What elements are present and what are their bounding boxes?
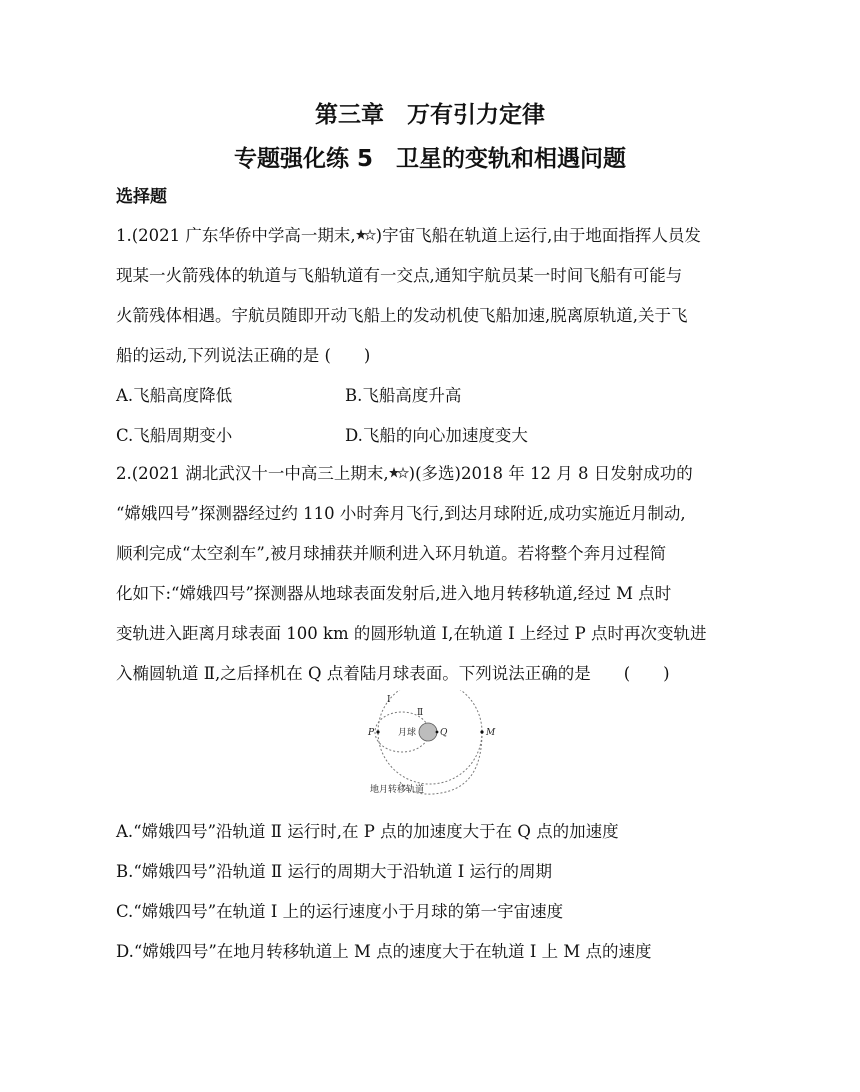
orbit-diagram xyxy=(360,690,500,802)
q2-option-c: C.“嫦娥四号”在轨道 Ⅰ 上的运行速度小于月球的第一宇宙速度 xyxy=(116,902,564,921)
q2-line-6: 入椭圆轨道 Ⅱ,之后择机在 Q 点着陆月球表面。下列说法正确的是 ( ) xyxy=(116,664,670,683)
chapter-title: 第三章 万有引力定律 xyxy=(315,102,545,128)
q1-option-d: D.飞船的向心加速度变大 xyxy=(345,426,528,445)
q2-line-3: 顺利完成“太空刹车”,被月球捕获并顺利进入环月轨道。若将整个奔月过程简 xyxy=(116,544,667,563)
q1-option-a: A.飞船高度降低 xyxy=(116,386,233,405)
q2-source: 2.(2021 湖北武汉十一中高三上期末, xyxy=(116,464,389,483)
page-title: 专题强化练 5 卫星的变轨和相遇问题 xyxy=(233,146,626,172)
q2-option-b: B.“嫦娥四号”沿轨道 Ⅱ 运行的周期大于沿轨道 Ⅰ 运行的周期 xyxy=(116,862,552,881)
q2-option-a: A.“嫦娥四号”沿轨道 Ⅱ 运行时,在 P 点的加速度大于在 Q 点的加速度 xyxy=(116,822,619,841)
q1-option-c: C.飞船周期变小 xyxy=(116,426,233,445)
q2-line-4: 化如下:“嫦娥四号”探测器从地球表面发射后,进入地月转移轨道,经过 M 点时 xyxy=(116,584,672,603)
q2-line-5: 变轨进入距离月球表面 100 km 的圆形轨道 Ⅰ,在轨道 Ⅰ 上经过 P 点时再次变轨进 xyxy=(116,624,707,643)
label-M: M xyxy=(486,728,496,738)
q2-line-1 xyxy=(116,460,693,484)
section-label: 选择题 xyxy=(116,187,167,207)
q1-line-3: 火箭残体相遇。宇航员随即开动飞船上的发动机使飞船加速,脱离原轨道,关于飞 xyxy=(116,306,688,325)
label-moon: 月球 xyxy=(398,728,417,738)
q1-text-1: )宇宙飞船在轨道上运行,由于地面指挥人员发 xyxy=(375,226,701,245)
q2-option-d: D.“嫦娥四号”在地月转移轨道上 M 点的速度大于在轨道 Ⅰ 上 M 点的速度 xyxy=(116,942,652,961)
q1-line-1 xyxy=(116,222,701,246)
label-Q: Q xyxy=(440,728,448,738)
q2-line-2: “嫦娥四号”探测器经过约 110 小时奔月飞行,到达月球附近,成功实施近月制动, xyxy=(116,504,686,523)
label-P: P xyxy=(368,728,375,738)
q1-line-2: 现某一火箭残体的轨道与飞船轨道有一交点,通知宇航员某一时间飞船有可能与 xyxy=(116,266,683,285)
point-Q xyxy=(436,731,439,734)
q1-source: 1.(2021 广东华侨中学高一期末, xyxy=(116,226,356,245)
label-orbit-II: Ⅱ xyxy=(417,708,424,718)
q1-line-4: 船的运动,下列说法正确的是 ( ) xyxy=(116,346,371,365)
label-orbit-I: Ⅰ xyxy=(387,695,391,705)
point-M xyxy=(480,730,483,733)
difficulty-stars-icon xyxy=(389,466,409,480)
point-P xyxy=(376,730,379,733)
difficulty-stars-icon xyxy=(356,228,376,242)
q2-text-1: )(多选)2018 年 12 月 8 日发射成功的 xyxy=(408,464,693,483)
moon xyxy=(419,723,437,741)
q1-option-b: B.飞船高度升高 xyxy=(345,386,462,405)
label-transfer-orbit: 地月转移轨道 xyxy=(370,785,425,795)
